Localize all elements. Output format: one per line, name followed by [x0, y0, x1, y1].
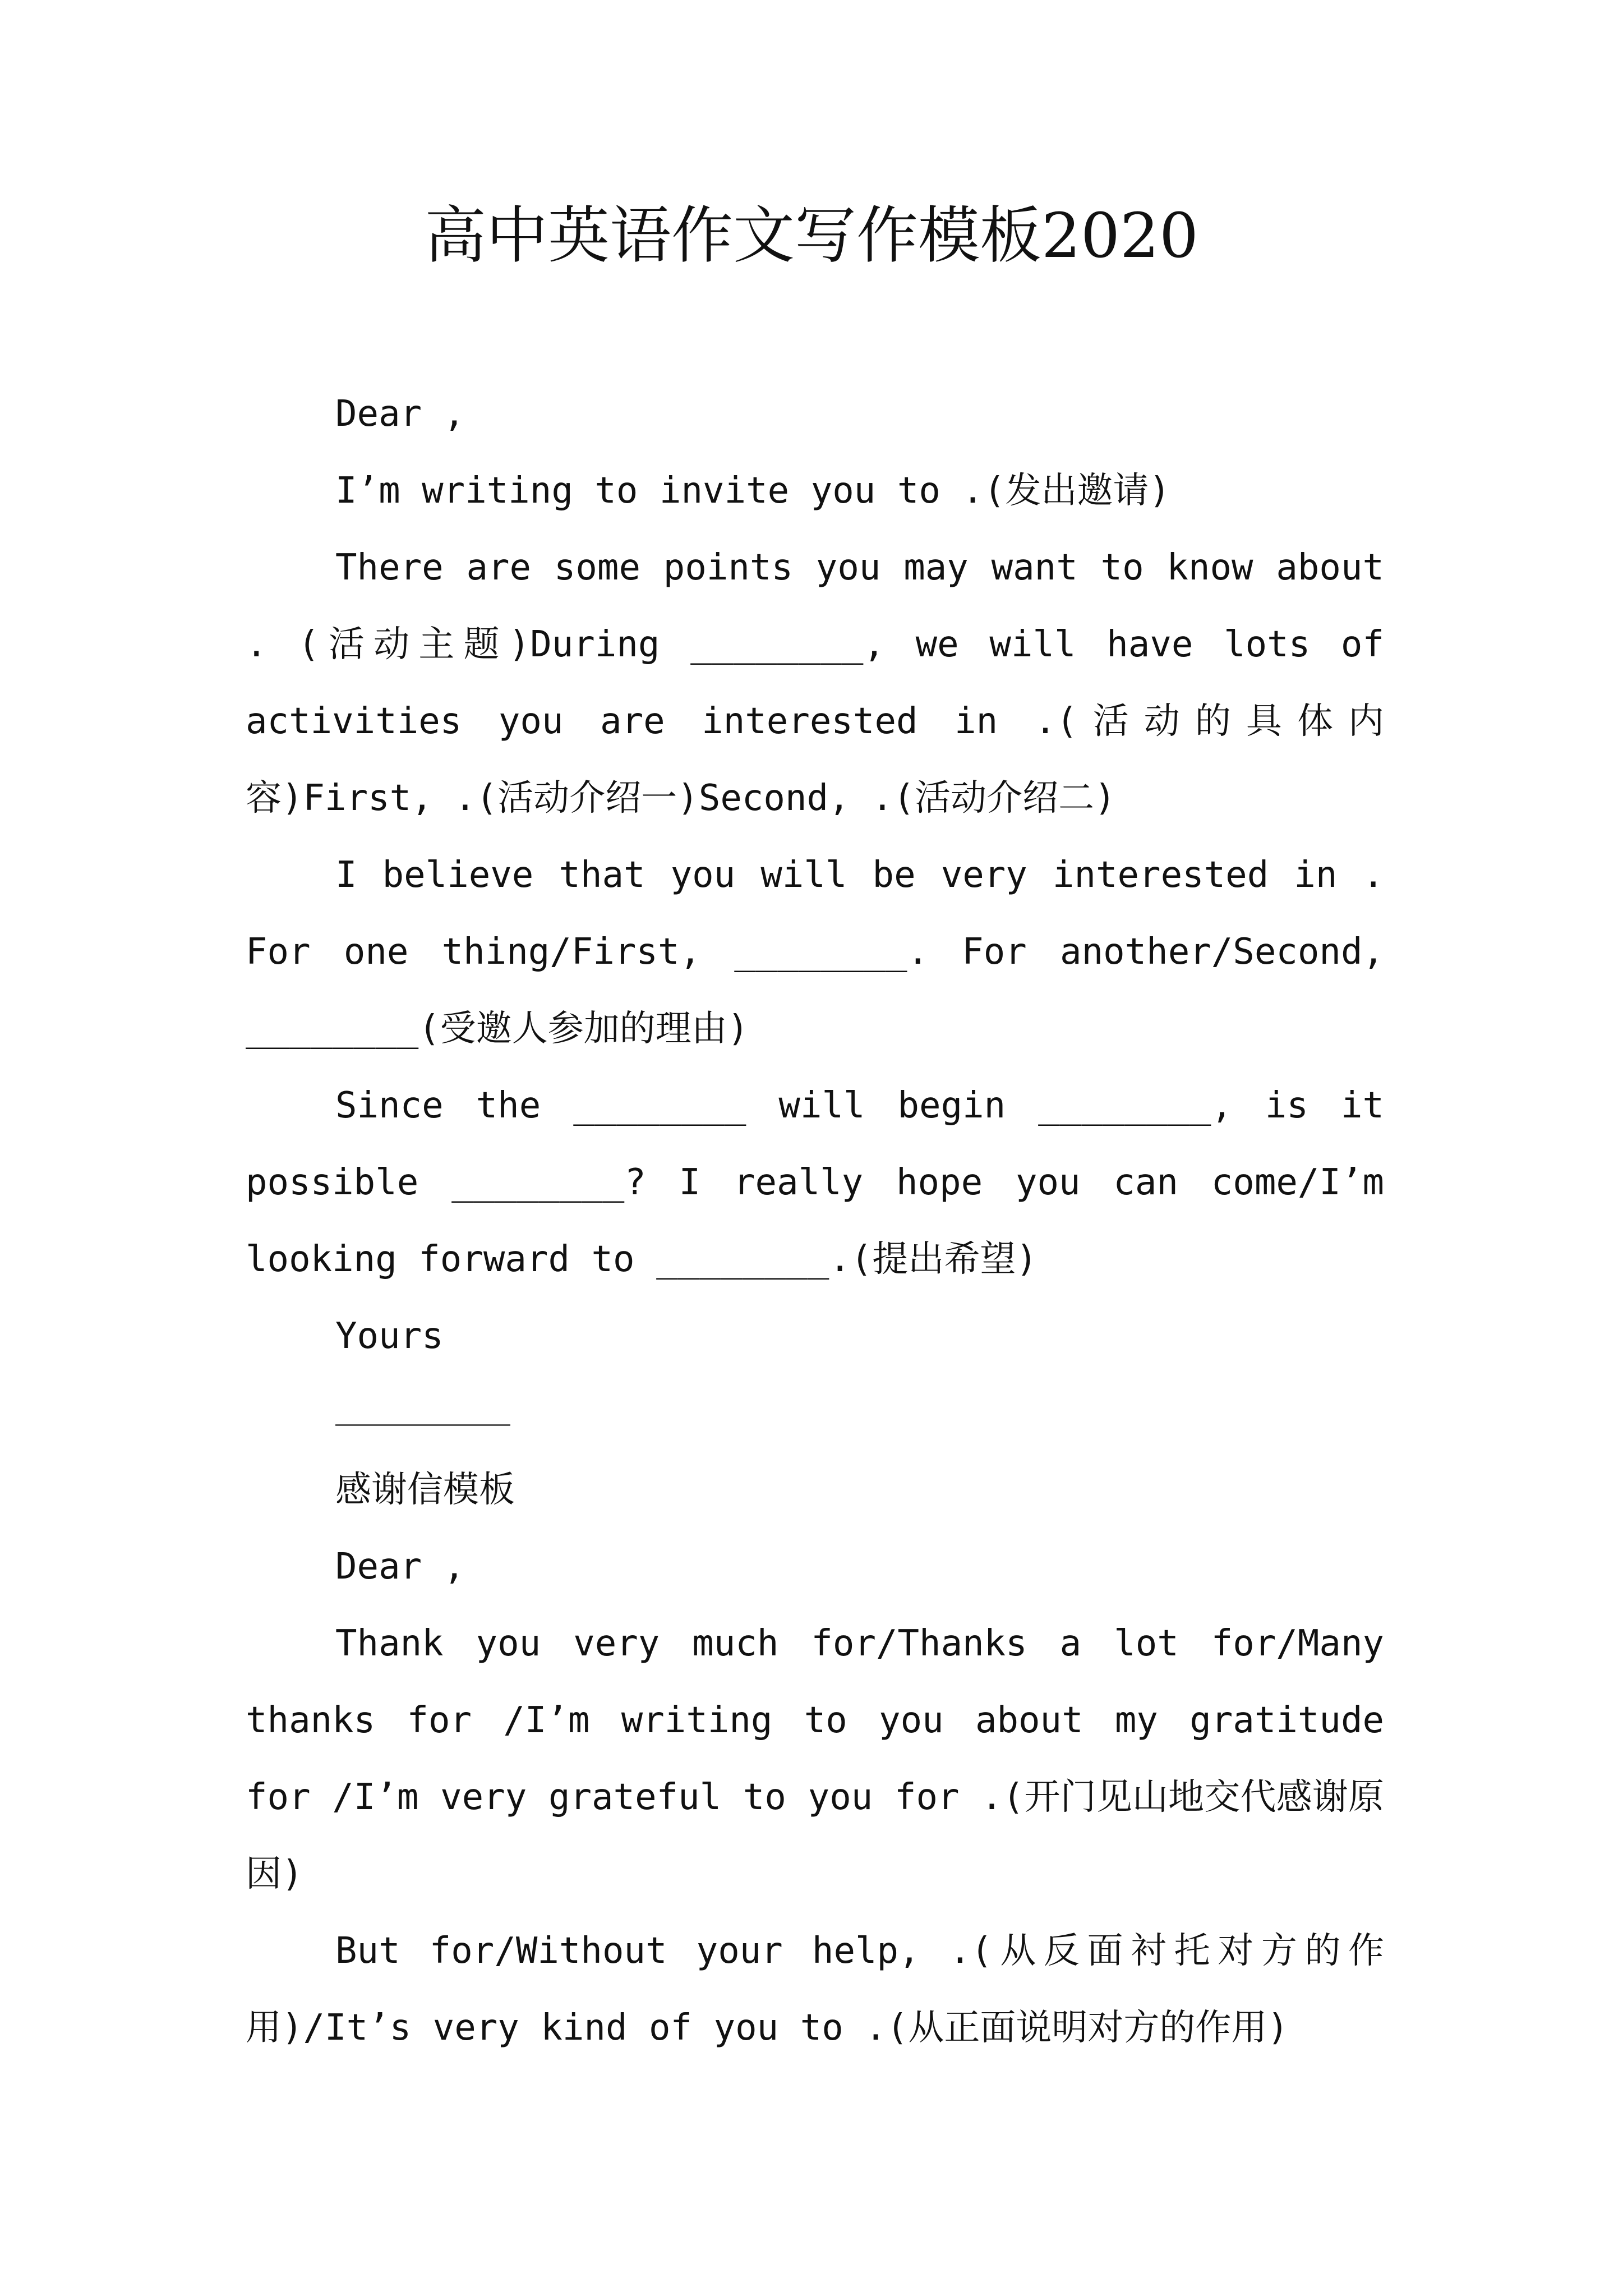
salutation: Dear , [335, 393, 465, 435]
document-title: 高中英语作文写作模板2020 [425, 200, 1198, 272]
section-heading: 感谢信模板 [335, 1469, 515, 1511]
closing: Yours [335, 1315, 444, 1357]
hope-paragraph: Since the ________ will begin ________, is it possible ________? I really hope you can come/I’m looking forward to ________.(提出希望) [246, 1085, 1384, 1280]
thanks-paragraph: Thank you very much for/Thanks a lot for/Many thanks for /I’m writing to you about my gratitude for /I’m very grateful to you for .(开门见山地交代感谢原因) [246, 1623, 1384, 1895]
invitation-opening: I’m writing to invite you to .(发出邀请) [335, 470, 1170, 512]
reasons-paragraph: I believe that you will be very interested in . For one thing/First, ________. For another/Second, ________(受邀人参加的理由) [246, 854, 1384, 1050]
salutation-2: Dear , [335, 1546, 465, 1588]
activity-details-paragraph: There are some points you may want to know about . (活动主题)During ________, we will have lots of activities you are interested in .(活动的具体内容)First, .(活动介绍一)Second, .(活动介绍二) [246, 547, 1384, 819]
help-paragraph: But for/Without your help, .(从反面衬托对方的作用)/It’s very kind of you to .(从正面说明对方的作用) [246, 1930, 1384, 2049]
signature-line [246, 1375, 1384, 1452]
document-body [246, 376, 1384, 2067]
